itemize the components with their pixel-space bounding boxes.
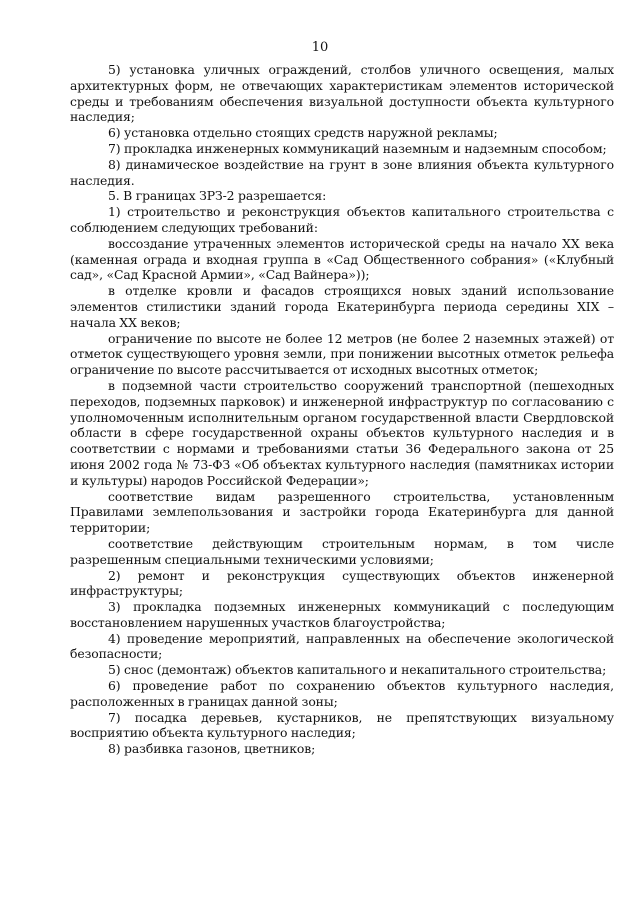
paragraph-allowed-7: 7) посадка деревьев, кустарников, не препятствующих визуальному восприятию объекта культурного наследия;: [70, 709, 614, 741]
paragraph-allowed-2: 2) ремонт и реконструкция существующих объектов инженерной инфраструктуры;: [70, 567, 614, 599]
paragraph-allowed-8: 8) разбивка газонов, цветников;: [108, 741, 316, 757]
paragraph-allowed-3: 3) прокладка подземных инженерных коммуникаций с последующим восстановлением нарушенных участков благоустройства;: [70, 599, 614, 630]
requirement-height-limit: ограничение по высоте не более 12 метров (не более 2 наземных этажей) от отметок существующего уровня земли, при понижении высотных отметок рельефа ограничение по высоте рассчитывается от исходных высотных отметок;: [70, 330, 614, 378]
requirement-facade-style: в отделке кровли и фасадов строящихся новых зданий использование элементов стилистики зданий города Екатеринбурга периода середины XIX – начала XX веков;: [70, 283, 614, 330]
paragraph-prohibition-8: 8) динамическое воздействие на грунт в зоне влияния объекта культурного наследия.: [70, 156, 614, 188]
paragraph-allowed-4: 4) проведение мероприятий, направленных на обеспечение экологической безопасности;: [70, 630, 614, 662]
page-number: 10: [311, 40, 329, 55]
paragraph-prohibition-7: 7) прокладка инженерных коммуникаций наземным и надземным способом;: [108, 140, 607, 156]
paragraph-allowed-5: 5) снос (демонтаж) объектов капитального и некапитального строительства;: [108, 662, 607, 678]
requirement-building-codes: соответствие действующим строительным нормам, в том числе разрешенным специальными техническими условиями;: [70, 535, 614, 567]
section-heading-5: 5. В границах ЗРЗ-2 разрешается:: [108, 188, 327, 204]
paragraph-allowed-6: 6) проведение работ по сохранению объектов культурного наследия, расположенных в границах данной зоны;: [70, 678, 614, 709]
requirement-underground: в подземной части строительство сооружений транспортной (пешеходных переходов, подземных парковок) и инженерной инфраструктур по согласованию с уполномоченным исполнительным органом государственной власти Свердловской области в сфере государственной охраны объектов культурного наследия и в соответствии с нормами и требованиями статьи 36 Федерального закона от 25 июня 2002 года № 73-ФЗ «Об объектах культурного наследия (памятниках истории и культуры) народов Российской Федерации»;: [70, 377, 614, 488]
paragraph-prohibition-5: 5) установка уличных ограждений, столбов уличного освещения, малых архитектурных форм, не отвечающих характеристикам элементов исторической среды и требованиям обеспечения визуальной доступности объекта культурного наследия;: [70, 62, 614, 125]
requirement-permitted-use: соответствие видам разрешенного строительства, установленным Правилами землепользования и застройки города Екатеринбурга для данной территории;: [70, 488, 614, 536]
document-body: [70, 62, 614, 757]
paragraph-allowed-1: 1) строительство и реконструкция объектов капитального строительства с соблюдением следующих требований:: [70, 204, 614, 235]
requirement-reconstruction: воссоздание утраченных элементов исторической среды на начало XX века (каменная ограда и входная группа в «Сад Общественного собрания» («Клубный сад», «Сад Красной Армии», «Сад Вайнера»));: [70, 235, 614, 283]
paragraph-prohibition-6: 6) установка отдельно стоящих средств наружной рекламы;: [108, 125, 498, 141]
